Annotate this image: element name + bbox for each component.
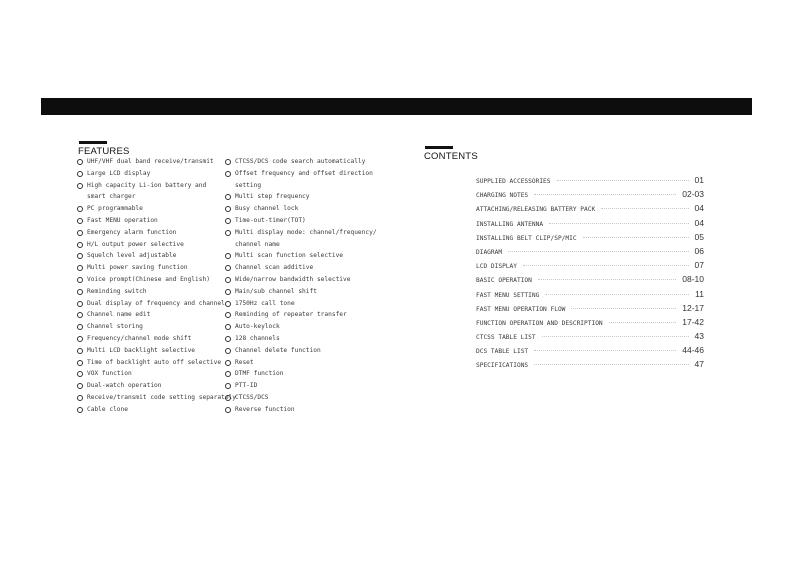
contents-dot-leader bbox=[534, 364, 688, 365]
feature-item bbox=[77, 227, 236, 239]
bullet-circle-icon bbox=[225, 312, 231, 318]
bullet-circle-icon bbox=[225, 407, 231, 413]
contents-entry bbox=[476, 359, 704, 373]
contents-entry-label: SUPPLIED ACCESSORIES bbox=[476, 178, 551, 185]
feature-text: Reset bbox=[235, 358, 254, 366]
bullet-circle-icon bbox=[225, 206, 231, 212]
feature-text: UHF/VHF dual band receive/transmit bbox=[87, 158, 214, 165]
contents-entry bbox=[476, 289, 704, 303]
contents-dot-leader bbox=[534, 350, 676, 351]
contents-entry bbox=[476, 189, 704, 203]
bullet-circle-icon bbox=[77, 242, 83, 248]
feature-text: smart charger bbox=[87, 193, 136, 201]
feature-text: Channel scan additive bbox=[235, 264, 314, 272]
feature-text: 128 channels bbox=[235, 334, 280, 342]
contents-entry bbox=[476, 317, 704, 331]
feature-item bbox=[225, 286, 377, 298]
bullet-circle-icon bbox=[77, 301, 83, 307]
bullet-circle-icon bbox=[225, 336, 231, 342]
bullet-circle-icon bbox=[77, 253, 83, 259]
features-title: FEATURES bbox=[78, 146, 130, 157]
feature-item bbox=[225, 392, 377, 404]
feature-text: Main/sub channel shift bbox=[235, 287, 317, 295]
bullet-circle-icon bbox=[77, 159, 83, 165]
contents-entry-label: LCD DISPLAY bbox=[476, 263, 517, 271]
features-rule bbox=[79, 141, 107, 144]
feature-item bbox=[77, 404, 236, 416]
contents-entry-label: CHARGING NOTES bbox=[476, 192, 529, 200]
contents-entry-label: BASIC OPERATION bbox=[476, 277, 532, 285]
contents-title: CONTENTS bbox=[424, 151, 478, 162]
feature-item bbox=[225, 203, 377, 215]
bullet-circle-icon bbox=[225, 171, 231, 177]
feature-text: Multi display mode: channel/frequency/ bbox=[235, 228, 377, 236]
contents-entry-page: 44-46 bbox=[682, 345, 704, 356]
feature-text: CTCSS/DCS bbox=[235, 393, 269, 401]
feature-text: Cable clone bbox=[87, 405, 128, 413]
contents-entry-page: 06 bbox=[694, 245, 704, 256]
contents-entry bbox=[476, 274, 704, 288]
feature-item bbox=[77, 191, 236, 203]
bullet-circle-icon bbox=[77, 360, 83, 366]
contents-entry-label: FAST MENU SETTING bbox=[476, 291, 540, 299]
contents-entry-page: 08-10 bbox=[682, 274, 704, 285]
feature-text: Reminding switch bbox=[87, 287, 147, 295]
feature-item bbox=[225, 156, 377, 168]
contents-dot-leader bbox=[538, 279, 676, 280]
bullet-circle-icon bbox=[225, 371, 231, 377]
contents-dot-leader bbox=[523, 265, 689, 266]
contents-entry-label: DCS TABLE LIST bbox=[476, 348, 529, 356]
feature-text: Wide/narrow bandwidth selective bbox=[235, 275, 351, 283]
feature-item bbox=[225, 215, 377, 227]
bullet-circle-icon bbox=[225, 159, 231, 165]
feature-item bbox=[77, 156, 236, 168]
feature-text: Large LCD display bbox=[87, 169, 151, 177]
bullet-circle-icon bbox=[225, 383, 231, 389]
contents-entry-page: 43 bbox=[694, 331, 704, 342]
header-band bbox=[41, 98, 752, 115]
bullet-circle-icon bbox=[225, 230, 231, 236]
contents-dot-leader bbox=[508, 251, 688, 252]
feature-item bbox=[77, 180, 236, 192]
feature-text: High capacity Li-ion battery and bbox=[87, 181, 207, 189]
bullet-circle-icon bbox=[225, 360, 231, 366]
feature-item bbox=[77, 274, 236, 286]
contents-list bbox=[476, 175, 704, 374]
feature-text: CTCSS/DCS code search automatically bbox=[235, 158, 366, 165]
contents-rule bbox=[425, 146, 453, 149]
bullet-circle-icon bbox=[225, 277, 231, 283]
feature-text: Channel storing bbox=[87, 323, 143, 331]
feature-text: Receive/transmit code setting separately bbox=[87, 393, 237, 401]
feature-item bbox=[77, 392, 236, 404]
feature-item bbox=[77, 203, 236, 215]
contents-entry-label: DIAGRAM bbox=[476, 248, 503, 256]
feature-item bbox=[225, 298, 377, 310]
feature-text: Channel delete function bbox=[235, 346, 321, 354]
feature-item bbox=[225, 404, 377, 416]
bullet-circle-icon bbox=[77, 218, 83, 224]
feature-item bbox=[77, 380, 236, 392]
feature-item bbox=[225, 274, 377, 286]
bullet-circle-icon bbox=[225, 265, 231, 271]
contents-entry-page: 47 bbox=[694, 359, 704, 370]
contents-entry-page: 07 bbox=[694, 260, 704, 271]
feature-item bbox=[77, 321, 236, 333]
contents-entry-label: FUNCTION OPERATION AND DESCRIPTION bbox=[476, 319, 603, 327]
feature-item bbox=[225, 321, 377, 333]
feature-text: Reminding of repeater transfer bbox=[235, 311, 347, 319]
feature-item bbox=[225, 345, 377, 357]
contents-entry-label: FAST MENU OPERATION FLOW bbox=[476, 305, 566, 313]
feature-item bbox=[225, 368, 377, 380]
contents-entry-page: 12-17 bbox=[682, 302, 704, 313]
bullet-circle-icon bbox=[77, 171, 83, 177]
feature-text: channel name bbox=[235, 240, 280, 248]
contents-entry-label: ATTACHING/RELEASING BATTERY PACK bbox=[476, 206, 596, 214]
feature-text: Offset frequency and offset direction bbox=[235, 169, 373, 177]
contents-entry bbox=[476, 260, 704, 274]
feature-text: Fast MENU operation bbox=[87, 216, 158, 224]
feature-item bbox=[225, 180, 377, 192]
contents-dot-leader bbox=[601, 208, 688, 209]
bullet-circle-icon bbox=[77, 277, 83, 283]
feature-item bbox=[225, 380, 377, 392]
bullet-circle-icon bbox=[225, 395, 231, 401]
contents-entry-page: 04 bbox=[694, 203, 704, 214]
contents-entry bbox=[476, 232, 704, 246]
bullet-circle-icon bbox=[77, 289, 83, 295]
feature-text: DTMF function bbox=[235, 370, 284, 378]
bullet-circle-icon bbox=[77, 324, 83, 330]
feature-item bbox=[225, 309, 377, 321]
feature-item bbox=[225, 191, 377, 203]
contents-entry-label: CTCSS TABLE LIST bbox=[476, 334, 536, 342]
feature-text: Dual display of frequency and channel bbox=[87, 299, 225, 307]
contents-entry-page: 17-42 bbox=[682, 316, 704, 327]
contents-entry bbox=[476, 303, 704, 317]
feature-item bbox=[225, 239, 377, 251]
feature-item bbox=[225, 227, 377, 239]
feature-text: Multi power saving function bbox=[87, 264, 188, 272]
bullet-circle-icon bbox=[225, 301, 231, 307]
contents-dot-leader bbox=[549, 223, 688, 224]
contents-entry-label: SPECIFICATIONS bbox=[476, 362, 529, 370]
contents-entry-page: 11 bbox=[695, 288, 704, 299]
feature-text: 1750Hz call tone bbox=[235, 299, 295, 307]
feature-text: H/L output power selective bbox=[87, 240, 184, 248]
contents-entry bbox=[476, 175, 704, 189]
contents-dot-leader bbox=[542, 336, 689, 337]
contents-entry bbox=[476, 345, 704, 359]
bullet-circle-icon bbox=[77, 230, 83, 236]
contents-entry-page: 02-03 bbox=[682, 189, 704, 200]
feature-item bbox=[225, 357, 377, 369]
bullet-circle-icon bbox=[77, 395, 83, 401]
contents-entry bbox=[476, 203, 704, 217]
bullet-circle-icon bbox=[77, 371, 83, 377]
contents-entry-page: 05 bbox=[694, 231, 704, 242]
contents-dot-leader bbox=[557, 180, 689, 181]
bullet-circle-icon bbox=[225, 289, 231, 295]
feature-item bbox=[77, 262, 236, 274]
contents-dot-leader bbox=[534, 194, 676, 195]
contents-entry-page: 01 bbox=[694, 175, 704, 185]
feature-text: Multi step frequency bbox=[235, 193, 310, 201]
feature-item bbox=[77, 309, 236, 321]
feature-text: Channel name edit bbox=[87, 311, 151, 319]
bullet-circle-icon bbox=[225, 253, 231, 259]
contents-entry bbox=[476, 218, 704, 232]
contents-dot-leader bbox=[583, 237, 689, 238]
feature-text: PTT-ID bbox=[235, 382, 258, 390]
feature-text: Multi LCD backlight selective bbox=[87, 346, 196, 354]
contents-entry-label: INSTALLING BELT CLIP/SP/MIC bbox=[476, 234, 577, 242]
feature-item bbox=[77, 368, 236, 380]
feature-text: Time of backlight auto off selective bbox=[87, 358, 222, 366]
contents-entry bbox=[476, 246, 704, 260]
feature-text: VOX function bbox=[87, 370, 132, 378]
feature-text: Multi scan function selective bbox=[235, 252, 344, 260]
contents-entry-page: 04 bbox=[694, 217, 704, 228]
contents-dot-leader bbox=[571, 308, 676, 309]
feature-text: Emergency alarm function bbox=[87, 228, 177, 236]
bullet-circle-icon bbox=[77, 183, 83, 189]
feature-text: Time-out-timer(TOT) bbox=[235, 216, 306, 224]
feature-item bbox=[77, 215, 236, 227]
features-right-column bbox=[225, 156, 377, 416]
contents-entry-label: INSTALLING ANTENNA bbox=[476, 220, 544, 228]
feature-item bbox=[77, 286, 236, 298]
feature-item bbox=[77, 250, 236, 262]
contents-dot-leader bbox=[545, 294, 689, 295]
feature-text: setting bbox=[235, 181, 262, 189]
bullet-circle-icon bbox=[77, 336, 83, 342]
bullet-circle-icon bbox=[77, 348, 83, 354]
feature-text: Dual-watch operation bbox=[87, 382, 162, 390]
feature-item bbox=[225, 168, 377, 180]
feature-text: Busy channel lock bbox=[235, 205, 299, 213]
feature-item bbox=[77, 168, 236, 180]
bullet-circle-icon bbox=[225, 194, 231, 200]
feature-item bbox=[225, 333, 377, 345]
bullet-circle-icon bbox=[77, 206, 83, 212]
bullet-circle-icon bbox=[225, 348, 231, 354]
bullet-circle-icon bbox=[77, 407, 83, 413]
bullet-circle-icon bbox=[225, 324, 231, 330]
feature-item bbox=[77, 239, 236, 251]
contents-dot-leader bbox=[609, 322, 677, 323]
feature-item bbox=[225, 262, 377, 274]
feature-text: Frequency/channel mode shift bbox=[87, 334, 192, 342]
feature-item bbox=[77, 357, 236, 369]
bullet-circle-icon bbox=[77, 312, 83, 318]
feature-text: Reverse function bbox=[235, 405, 295, 413]
features-left-column bbox=[77, 156, 236, 416]
feature-text: PC programmable bbox=[87, 205, 143, 213]
bullet-circle-icon bbox=[225, 218, 231, 224]
feature-item bbox=[77, 345, 236, 357]
feature-item bbox=[77, 298, 236, 310]
feature-text: Auto-keylock bbox=[235, 323, 280, 331]
feature-item bbox=[225, 250, 377, 262]
feature-item bbox=[77, 333, 236, 345]
bullet-circle-icon bbox=[77, 383, 83, 389]
feature-text: Voice prompt(Chinese and English) bbox=[87, 275, 210, 283]
bullet-circle-icon bbox=[77, 265, 83, 271]
feature-text: Squelch level adjustable bbox=[87, 252, 177, 260]
contents-entry bbox=[476, 331, 704, 345]
